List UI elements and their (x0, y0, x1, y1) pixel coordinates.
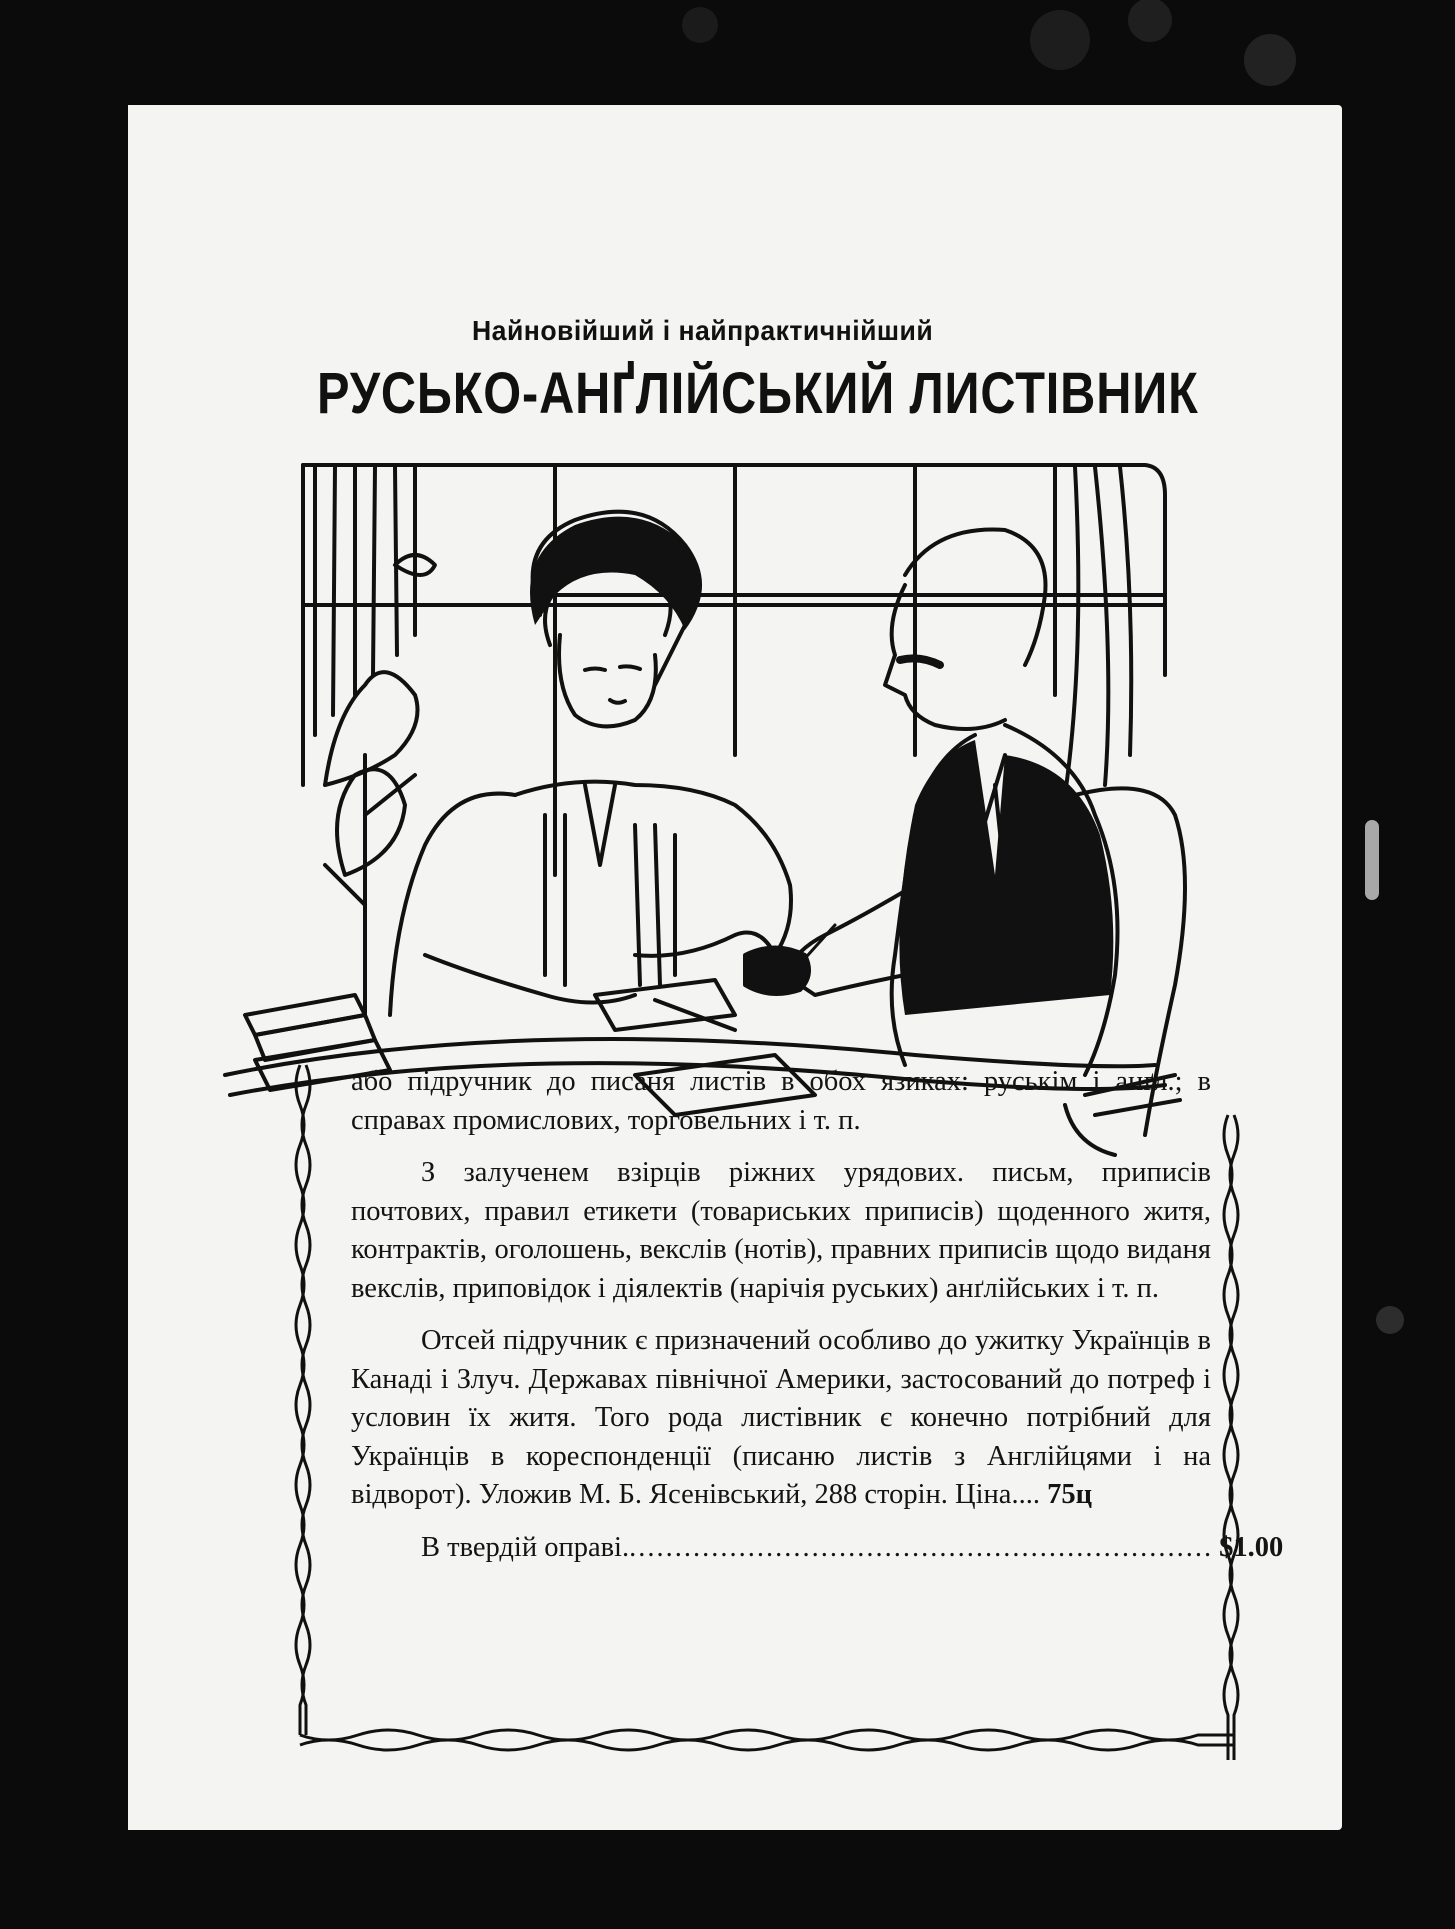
office-illustration (215, 455, 1270, 1155)
purpose-paragraph (351, 1322, 1211, 1515)
description-box (288, 1055, 1284, 1773)
leader-dots: ................................................................ (629, 1531, 1214, 1563)
hardcover-label: В твердій оправі. (421, 1531, 630, 1563)
book-spine (112, 105, 128, 1830)
ad-subtitle: Найновійший і найпрактичнійший (472, 315, 934, 346)
hardcover-price-line (351, 1529, 1284, 1568)
document-page (112, 105, 1342, 1830)
description-text (351, 1063, 1284, 1567)
softcover-price: 75ц (1047, 1479, 1093, 1510)
hardcover-price: $1.00 (1219, 1531, 1284, 1563)
intro-paragraph: або підручник до писаня листів в обох язиках: руськім і анґл.; в справах промислових, торговельних і т. п. (351, 1066, 1211, 1136)
ad-title: РУСЬКО-АНҐЛІЙСЬКИЙ ЛИСТІВНИК (317, 361, 1199, 426)
contents-paragraph: З залученем взірців ріжних урядових. письм, приписів почтових, правил етикети (товариських приписів) щоденного житя, контрактів, оголошень, векслів (нотів), правних приписів щодо виданя векслів, приповідок і діялектів (нарічія руських) анґлійських і т. п. (351, 1157, 1211, 1304)
purpose-text: Отсей підручник є призначений особливо до ужитку Українців в Канаді і Злуч. Державах північної Америки, застосований до потреф і условин їх житя. Того рода листівник є конечно потрібний для Українців в кореспонденції (писаню листів з Англійцями і на відворот). Уложив М. Б. Ясенівський, 288 сторін. Ціна.... (351, 1325, 1211, 1510)
